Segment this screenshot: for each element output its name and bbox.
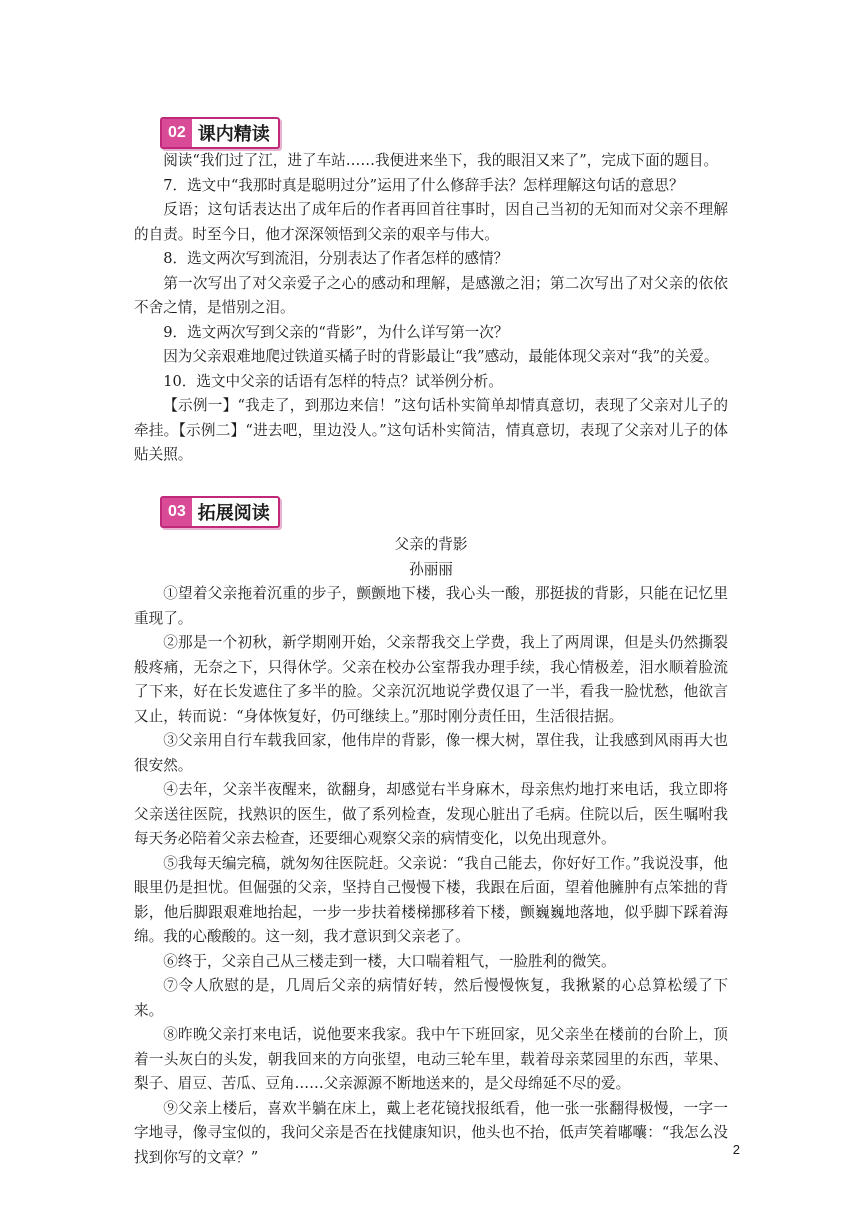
- section-number: 03: [162, 498, 192, 526]
- answer-8: 第一次写出了对父亲爱子之心的感动和理解，是感激之泪；第二次写出了对父亲的依依不舍之情，是惜别之泪。: [134, 274, 728, 316]
- question-8: 8．选文两次写到流泪，分别表达了作者怎样的感情？: [163, 250, 509, 267]
- section-badge-02: [160, 117, 280, 149]
- question-10: 10．选文中父亲的话语有怎样的特点？试举例分析。: [163, 372, 503, 390]
- section-number: 02: [162, 119, 192, 147]
- article-paragraph-8: ⑧昨晚父亲打来电话，说他要来我家。我中午下班回家，见父亲坐在楼前的台阶上，顶着一头灰白的头发，朝我回来的方向张望，电动三轮车里，载着母亲菜园里的东西，苹果、梨子、眉豆、苦瓜、豆角……父亲源源不断地送来的，是父母绵延不尽的爱。: [134, 1026, 728, 1092]
- question-9: 9．选文两次写到父亲的“背影”，为什么详写第一次？: [163, 323, 509, 341]
- article-paragraph-5: ⑤我每天编完稿，就匆匆往医院赶。父亲说：“我自己能去，你好好工作。”我说没事，他眼里仍是担忧。但倔强的父亲，坚持自己慢慢下楼，我跟在后面，望着他臃肿有点笨拙的背影，他后脚跟艰难地抬起，一步一步扶着楼梯挪移着下楼，颤巍巍地落地，似乎脚下踩着海绵。我的心酸酸的。这一刻，我才意识到父亲老了。: [134, 854, 728, 945]
- article-paragraph-6: ⑥终于，父亲自己从三楼走到一楼，大口喘着粗气，一脸胜利的微笑。: [163, 952, 616, 970]
- article-author: 孙丽丽: [409, 560, 453, 578]
- answer-9: 因为父亲艰难地爬过铁道买橘子时的背影最让“我”感动，最能体现父亲对“我”的关爱。: [163, 348, 719, 365]
- question-7: 7．选文中“我那时真是聪明过分”运用了什么修辞手法？怎样理解这句话的意思？: [163, 176, 684, 194]
- section-badge-03: [160, 496, 280, 528]
- extended-reading-block: [134, 533, 728, 1170]
- page-number: 2: [732, 1142, 740, 1157]
- article-paragraph-2: ②那是一个初秋，新学期刚开始，父亲帮我交上学费，我上了两周课，但是头仍然撕裂般疼痛，无奈之下，只得休学。父亲在校办公室帮我办理手续，我心情极差，泪水顺着脸流了下来，好在长发遮住了多半的脸。父亲沉沉地说学费仅退了一半，看我一脸忧愁，他欲言又止，转而说：“身体恢复好，仍可继续上。”那时刚分责任田，生活很拮据。: [134, 634, 728, 725]
- answer-10: 【示例一】“我走了，到那边来信！”这句话朴实简单却情真意切，表现了父亲对儿子的牵挂。【示例二】“进去吧，里边没人。”这句话朴实简洁，情真意切，表现了父亲对儿子的体贴关照。: [134, 397, 728, 463]
- article-paragraph-1: ①望着父亲拖着沉重的步子，颤颤地下楼，我心头一酸，那挺拔的背影，只能在记忆里重现了。: [134, 585, 728, 627]
- reading-instruction: 阅读“我们过了江，进了车站……我便进来坐下，我的眼泪又来了”，完成下面的题目。: [163, 152, 719, 169]
- answer-7: 反语；这句话表达出了成年后的作者再回首往事时，因自己当初的无知而对父亲不理解的自责。时至今日，他才深深领悟到父亲的艰辛与伟大。: [134, 201, 728, 243]
- article-paragraph-3: ③父亲用自行车载我回家，他伟岸的背影，像一棵大树，罩住我，让我感到风雨再大也很安然。: [134, 732, 728, 774]
- article-paragraph-4: ④去年，父亲半夜醒来，欲翻身，却感觉右半身麻木，母亲焦灼地打来电话，我立即将父亲送往医院，找熟识的医生，做了系列检查，发现心脏出了毛病。住院以后，医生嘱咐我每天务必陪着父亲去检查，还要细心观察父亲的病情变化，以免出现意外。: [134, 781, 728, 847]
- article-paragraph-9: ⑨父亲上楼后，喜欢半躺在床上，戴上老花镜找报纸看，他一张一张翻得极慢，一字一字地寻，像寻宝似的，我问父亲是否在找健康知识，他头也不抬，低声笑着嘟囔：“我怎么没找到你写的文章？”: [134, 1099, 728, 1166]
- article-title: 父亲的背影: [394, 536, 468, 553]
- in-class-reading-block: [134, 149, 728, 468]
- section-title: 课内精读: [197, 124, 270, 145]
- article-paragraph-7: ⑦令人欣慰的是，几周后父亲的病情好转，然后慢慢恢复，我揪紧的心总算松缓了下来。: [134, 977, 728, 1019]
- section-title: 拓展阅读: [197, 503, 270, 524]
